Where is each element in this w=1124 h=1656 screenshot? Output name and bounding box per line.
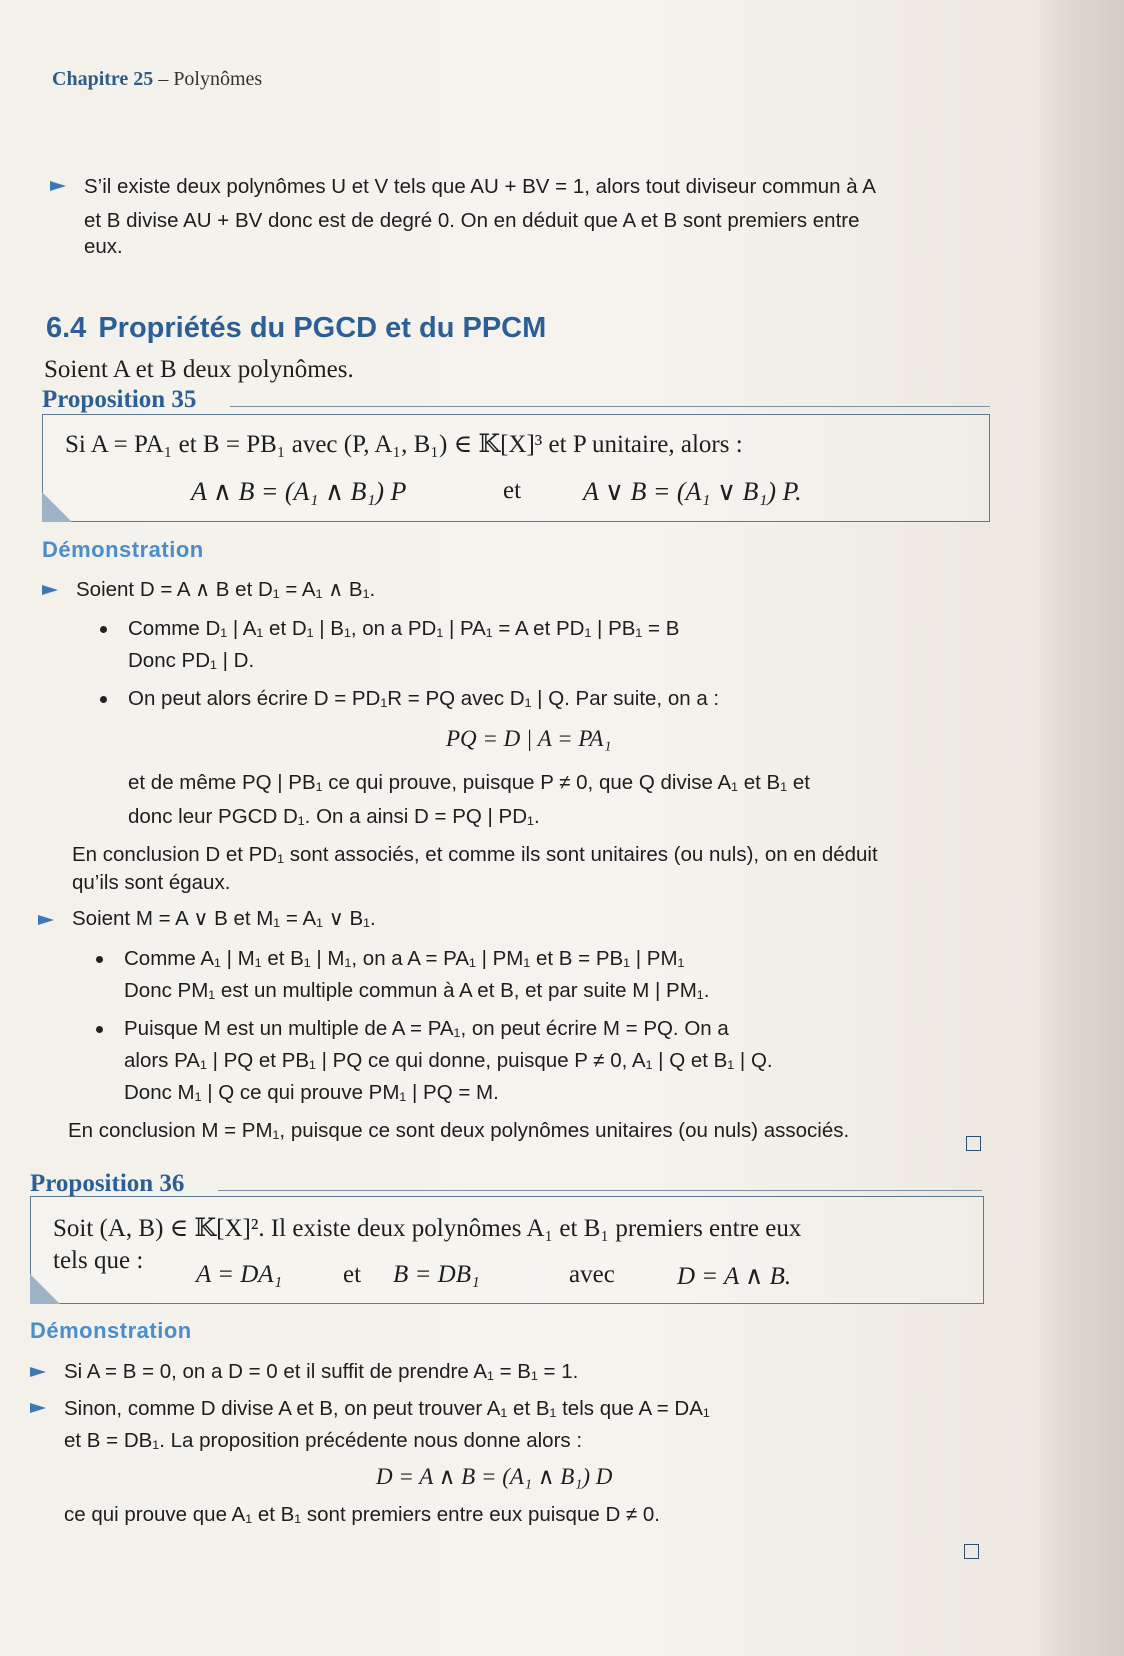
demo1-step-3a: Comme A₁ | M₁ et B₁ | M₁, on a A = PA₁ | PM₁ et B = PB₁ | PM₁ xyxy=(124,947,685,970)
demo1-step-4b: alors PA₁ | PQ et PB₁ | PQ ce qui donne, puisque P ≠ 0, A₁ | Q et B₁ | Q. xyxy=(124,1049,773,1072)
demo1-step-2b: et de même PQ | PB₁ ce qui prouve, puisque P ≠ 0, que Q divise A₁ et B₁ et xyxy=(128,771,810,794)
demo2-bullet-1: Si A = B = 0, on a D = 0 et il suffit de prendre A₁ = B₁ = 1. xyxy=(64,1360,579,1383)
triangle-bullet-icon xyxy=(50,180,66,192)
demo1-step-2-equation: PQ = D | A = PA₁ xyxy=(446,726,612,751)
proposition-35-rule xyxy=(230,406,990,407)
demo1-step-2c: donc leur PGCD D₁. On a ainsi D = PQ | PD₁. xyxy=(128,805,540,828)
demo2-equation: D = A ∧ B = (A₁ ∧ B₁) D xyxy=(376,1464,613,1489)
proposition-35-formula-gcd: A ∧ B = (A₁ ∧ B₁) P xyxy=(191,477,407,506)
dot-bullet-icon xyxy=(96,956,103,963)
proposition-35-formula-and: et xyxy=(503,477,522,504)
demo1-step-4a: Puisque M est un multiple de A = PA₁, on peut écrire M = PQ. On a xyxy=(124,1017,729,1040)
triangle-bullet-icon xyxy=(38,914,54,926)
demo1-step-3b: Donc PM₁ est un multiple commun à A et B, et par suite M | PM₁. xyxy=(124,979,710,1002)
triangle-bullet-icon xyxy=(30,1366,46,1378)
page-edge-shadow xyxy=(1040,0,1124,1656)
proposition-36-box xyxy=(30,1196,984,1304)
demo1-conclusion-2: En conclusion M = PM₁, puisque ce sont deux polynômes unitaires (ou nuls) associés. xyxy=(68,1119,850,1142)
chapter-label: Chapitre 25 xyxy=(52,68,154,90)
proposition-36-avec: avec xyxy=(569,1261,615,1288)
proposition-36-title: Proposition 36 xyxy=(30,1170,185,1197)
proposition-36-formula-a: A = DA₁ xyxy=(196,1261,283,1288)
proposition-36-tels-que: tels que : xyxy=(53,1247,144,1274)
demonstration-2-title: Démonstration xyxy=(30,1318,192,1343)
demo2-conclusion: ce qui prouve que A₁ et B₁ sont premiers entre eux puisque D ≠ 0. xyxy=(64,1503,661,1526)
demo1-step-4c: Donc M₁ | Q ce qui prouve PM₁ | PQ = M. xyxy=(124,1081,499,1104)
proposition-35-statement: Si A = PA₁ et B = PB₁ avec (P, A₁, B₁) ∈ 𝕂[X]³ et P unitaire, alors : xyxy=(65,431,743,458)
dot-bullet-icon xyxy=(100,626,107,633)
demo2-bullet-2a: Sinon, comme D divise A et B, on peut trouver A₁ et B₁ tels que A = DA₁ xyxy=(64,1397,710,1420)
demo1-conclusion-1a: En conclusion D et PD₁ sont associés, et comme ils sont unitaires (ou nuls), on en déduit xyxy=(72,843,878,866)
box-corner-icon xyxy=(42,492,72,522)
demonstration-1-title: Démonstration xyxy=(42,537,204,562)
header-separator: – xyxy=(153,68,174,90)
section-title: Propriétés du PGCD et du PPCM xyxy=(98,312,547,344)
dot-bullet-icon xyxy=(96,1026,103,1033)
section-number: 6.4 xyxy=(46,312,87,344)
demo2-bullet-2b: et B = DB₁. La proposition précédente nous donne alors : xyxy=(64,1429,583,1452)
lead-text: Soient A et B deux polynômes. xyxy=(44,356,354,383)
proposition-35-formula-lcm: A ∨ B = (A₁ ∨ B₁) P. xyxy=(583,477,802,506)
proposition-36-formula-d: D = A ∧ B. xyxy=(677,1263,792,1290)
demo1-step-1b: Donc PD₁ | D. xyxy=(128,649,255,672)
triangle-bullet-icon xyxy=(42,584,58,596)
proposition-36-line-1: Soit (A, B) ∈ 𝕂[X]². Il existe deux polynômes A₁ et B₁ premiers entre eux xyxy=(53,1215,802,1242)
proposition-36-and: et xyxy=(343,1261,362,1288)
demo1-bullet-2: Soient M = A ∨ B et M₁ = A₁ ∨ B₁. xyxy=(72,907,376,930)
intro-line-3: eux. xyxy=(84,235,123,258)
demo1-bullet-1: Soient D = A ∧ B et D₁ = A₁ ∧ B₁. xyxy=(76,578,376,601)
proposition-36-formula-b: B = DB₁ xyxy=(393,1261,480,1288)
qed-square-icon xyxy=(966,1136,981,1151)
intro-line-2: et B divise AU + BV donc est de degré 0. On en déduit que A et B sont premiers entre xyxy=(84,209,860,232)
triangle-bullet-icon xyxy=(30,1402,46,1414)
demo1-step-2a: On peut alors écrire D = PD₁R = PQ avec D₁ | Q. Par suite, on a : xyxy=(128,687,720,710)
chapter-subtitle: Polynômes xyxy=(173,68,263,90)
proposition-35-box xyxy=(42,414,990,522)
box-corner-icon xyxy=(30,1274,60,1304)
demo1-step-1a: Comme D₁ | A₁ et D₁ | B₁, on a PD₁ | PA₁ = A et PD₁ | PB₁ = B xyxy=(128,617,680,640)
qed-square-icon xyxy=(964,1544,979,1559)
demo1-conclusion-1b: qu’ils sont égaux. xyxy=(72,871,231,894)
section-heading xyxy=(46,312,558,345)
proposition-36-rule xyxy=(218,1190,982,1191)
proposition-35-title: Proposition 35 xyxy=(42,386,197,413)
page-header xyxy=(52,68,262,91)
dot-bullet-icon xyxy=(100,696,107,703)
intro-line-1: S’il existe deux polynômes U et V tels que AU + BV = 1, alors tout diviseur commun à A xyxy=(84,175,876,198)
